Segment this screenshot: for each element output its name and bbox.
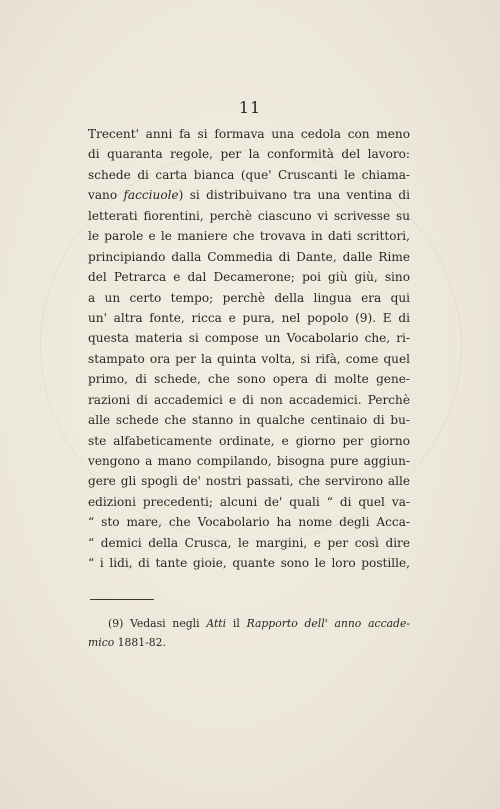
footnote <box>88 614 410 652</box>
text-line: principiando dalla Commedia di Dante, dalle Rime <box>88 249 410 264</box>
footnote-divider <box>90 599 154 600</box>
italic-word: facciuole <box>123 188 179 203</box>
text-line: stampato ora per la quinta volta, si rifà, come quel <box>88 351 410 366</box>
text-line: “ demici della Crusca, le margini, e per così dire <box>88 535 410 550</box>
text-line: edizioni precedenti; alcuni de' quali “ di quel va- <box>88 494 410 509</box>
text-line: “ i lidi, di tante gioie, quante sono le loro postille, <box>88 556 410 571</box>
footnote-line: mico 1881-82. <box>88 636 166 649</box>
text-line: gere gli spogli de' nostri passati, che servirono alle <box>88 474 410 489</box>
text-line: razioni di accademici e di non accademici. Perchè <box>88 392 410 407</box>
footnote-line: (9) Vedasi negli Atti il Rapporto dell' anno accade- <box>108 617 410 630</box>
text-line: vano facciuole) si distribuivano tra una ventina di <box>88 188 410 203</box>
text-line: primo, di schede, che sono opera di molte gene- <box>88 372 410 387</box>
text-line: vengono a mano compilando, bisogna pure aggiun- <box>88 454 410 468</box>
italic-word: Atti <box>206 617 227 630</box>
text-line: del Petrarca e dal Decamerone; poi giù giù, sino <box>88 270 410 285</box>
body-text <box>88 124 410 574</box>
text-line: letterati fiorentini, perchè ciascuno vi scrivesse su <box>88 208 410 223</box>
italic-word: Rapporto dell' anno accade- <box>246 617 410 630</box>
text-line: a un certo tempo; perchè della lingua era qui <box>88 290 410 305</box>
page-number: 11 <box>238 98 262 117</box>
italic-word: mico <box>88 636 115 649</box>
text-line: di quaranta regole, per la conformità del lavoro: <box>88 147 410 162</box>
text-line: alle schede che stanno in qualche centinaio di bu- <box>88 413 410 428</box>
text-line: Trecent' anni fa si formava una cedola con meno <box>88 127 410 141</box>
text-line: schede di carta bianca (que' Cruscanti le chiama- <box>88 167 410 182</box>
text-line: un' altra fonte, ricca e pura, nel popolo (9). E di <box>88 310 410 325</box>
text-line: “ sto mare, che Vocabolario ha nome degli Acca- <box>88 515 410 530</box>
text-line: le parole e le maniere che trovava in dati scrittori, <box>88 229 410 244</box>
text-line: ste alfabeticamente ordinate, e giorno per giorno <box>88 433 410 448</box>
text-line: questa materia si compose un Vocabolario che, ri- <box>88 331 410 346</box>
